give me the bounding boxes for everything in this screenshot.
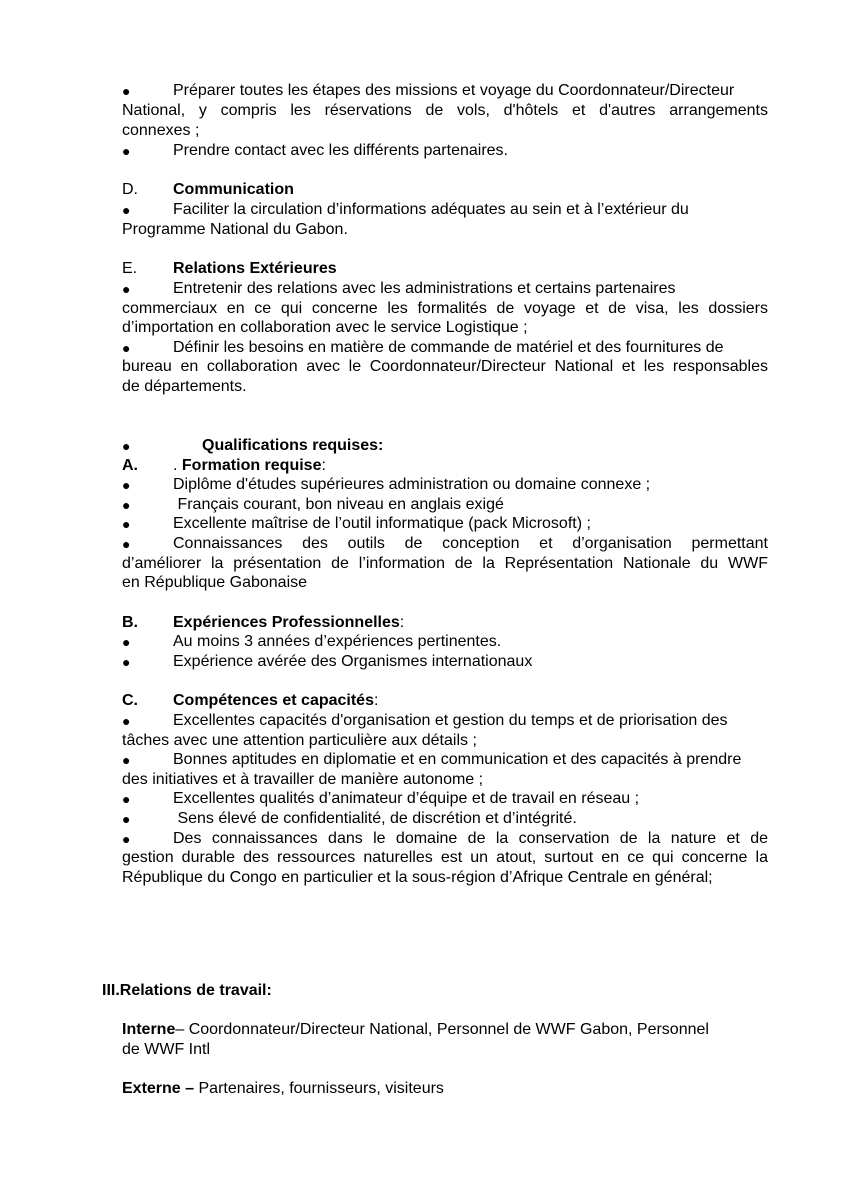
section-b-letter: B. — [122, 614, 138, 631]
section-c-item1-line1: Excellentes capacités d'organisation et gestion du temps et de priorisation des — [173, 712, 728, 729]
qualifications-title: Qualifications requises: — [202, 437, 384, 454]
section-c-item3: Excellentes qualités d’animateur d’équipe et de travail en réseau ; — [173, 790, 640, 807]
section-b-colon: : — [399, 614, 405, 631]
section-c-item1-line2: tâches avec une attention particulière aux détails ; — [122, 732, 477, 749]
bullet-icon: ● — [122, 497, 131, 513]
section-e-item1-line1: Entretenir des relations avec les administrations et certains partenaires — [173, 280, 676, 297]
section-c-heading — [173, 691, 378, 711]
bullet-icon: ● — [122, 811, 131, 827]
bullet-icon: ● — [122, 654, 131, 670]
bullet-icon: ● — [122, 477, 131, 493]
section-a-item4-line3: en République Gabonaise — [122, 574, 308, 591]
section-d-item1-line1: Faciliter la circulation d’informations adéquates au sein et à l’extérieur du — [173, 201, 689, 218]
section-d-letter: D. — [122, 181, 138, 198]
intro-item1-line3: connexes ; — [122, 122, 200, 139]
bullet-icon: ● — [122, 83, 131, 99]
section-e-item2-line2: bureau en collaboration avec le Coordonnateur/Directeur National et les responsables — [122, 358, 768, 375]
section-d-title: Communication — [173, 181, 294, 198]
bullet-icon: ● — [122, 202, 131, 218]
bullet-icon: ● — [122, 143, 131, 159]
externe-label: Externe – — [122, 1080, 195, 1097]
section-d-item1-line2: Programme National du Gabon. — [122, 221, 348, 238]
section-a-heading — [173, 456, 326, 476]
relations-title: III.Relations de travail: — [102, 982, 272, 999]
bullet-icon: ● — [122, 340, 131, 356]
section-e-item1-line2: commerciaux en ce qui concerne les formalités de voyage et de visa, les dossiers — [122, 300, 768, 317]
section-e-item2-line1: Définir les besoins en matière de commande de matériel et des fournitures de — [173, 339, 724, 356]
bullet-icon: ● — [122, 713, 131, 729]
relations-externe — [122, 1079, 768, 1099]
section-c-item2-line2: des initiatives et à travailler de manière autonome ; — [122, 771, 484, 788]
section-e-item1-line3: d’importation en collaboration avec le service Logistique ; — [122, 319, 528, 336]
externe-text: Partenaires, fournisseurs, visiteurs — [194, 1080, 444, 1097]
bullet-icon: ● — [122, 536, 131, 552]
section-c-item2-line1: Bonnes aptitudes en diplomatie et en communication et des capacités à prendre — [173, 751, 742, 768]
section-a-title: Formation requise — [181, 457, 322, 474]
intro-item1-line2: National, y compris les réservations de vols, d'hôtels et d'autres arrangements — [122, 102, 768, 119]
bullet-icon: ● — [122, 516, 131, 532]
bullet-icon: ● — [122, 438, 131, 454]
section-b-title: Expériences Professionnelles — [173, 614, 400, 631]
section-b-item2: Expérience avérée des Organismes internationaux — [173, 653, 533, 670]
bullet-icon: ● — [122, 634, 131, 650]
section-c-item5-line2: gestion durable des ressources naturelles est un atout, surtout en ce qui concerne la — [122, 849, 768, 866]
bullet-icon: ● — [122, 831, 131, 847]
section-a-item4-line1: Connaissances des outils de conception et d’organisation permettant — [173, 535, 768, 552]
interne-label: Interne — [122, 1021, 176, 1038]
section-c-item4: Sens élevé de confidentialité, de discrétion et d’intégrité. — [173, 810, 577, 827]
bullet-icon: ● — [122, 791, 131, 807]
section-c-title: Compétences et capacités — [173, 692, 374, 709]
section-c-colon: : — [373, 692, 379, 709]
relations-interne-line1 — [122, 1020, 768, 1040]
section-c-item5-line3: République du Congo en particulier et la sous-région d’Afrique Centrale en général; — [122, 869, 713, 886]
section-a-letter: A. — [122, 457, 138, 474]
section-a-colon: : — [321, 457, 326, 474]
section-a-item4-line2: d’améliorer la présentation de l’information de la Représentation Nationale du WWF — [122, 555, 768, 572]
section-e-item2-line3: de départements. — [122, 378, 247, 395]
section-a-prefix: . — [173, 457, 182, 474]
section-a-item3: Excellente maîtrise de l’outil informatique (pack Microsoft) ; — [173, 515, 591, 532]
section-b-heading — [173, 613, 404, 633]
interne-text: – Coordonnateur/Directeur National, Personnel de WWF Gabon, Personnel — [175, 1021, 709, 1038]
intro-item1-line1: Préparer toutes les étapes des missions et voyage du Coordonnateur/Directeur — [173, 82, 735, 99]
section-e-letter: E. — [122, 260, 138, 277]
section-e-title: Relations Extérieures — [173, 260, 337, 277]
bullet-icon: ● — [122, 281, 131, 297]
section-c-item5-line1: Des connaissances dans le domaine de la conservation de la nature et de — [173, 830, 768, 847]
intro-item2: Prendre contact avec les différents partenaires. — [173, 142, 508, 159]
section-b-item1: Au moins 3 années d’expériences pertinentes. — [173, 633, 502, 650]
relations-interne-line2: de WWF Intl — [122, 1041, 211, 1058]
section-a-item1: Diplôme d'études supérieures administration ou domaine connexe ; — [173, 476, 651, 493]
section-a-item2: Français courant, bon niveau en anglais exigé — [173, 496, 504, 513]
section-c-letter: C. — [122, 692, 138, 709]
bullet-icon: ● — [122, 752, 131, 768]
